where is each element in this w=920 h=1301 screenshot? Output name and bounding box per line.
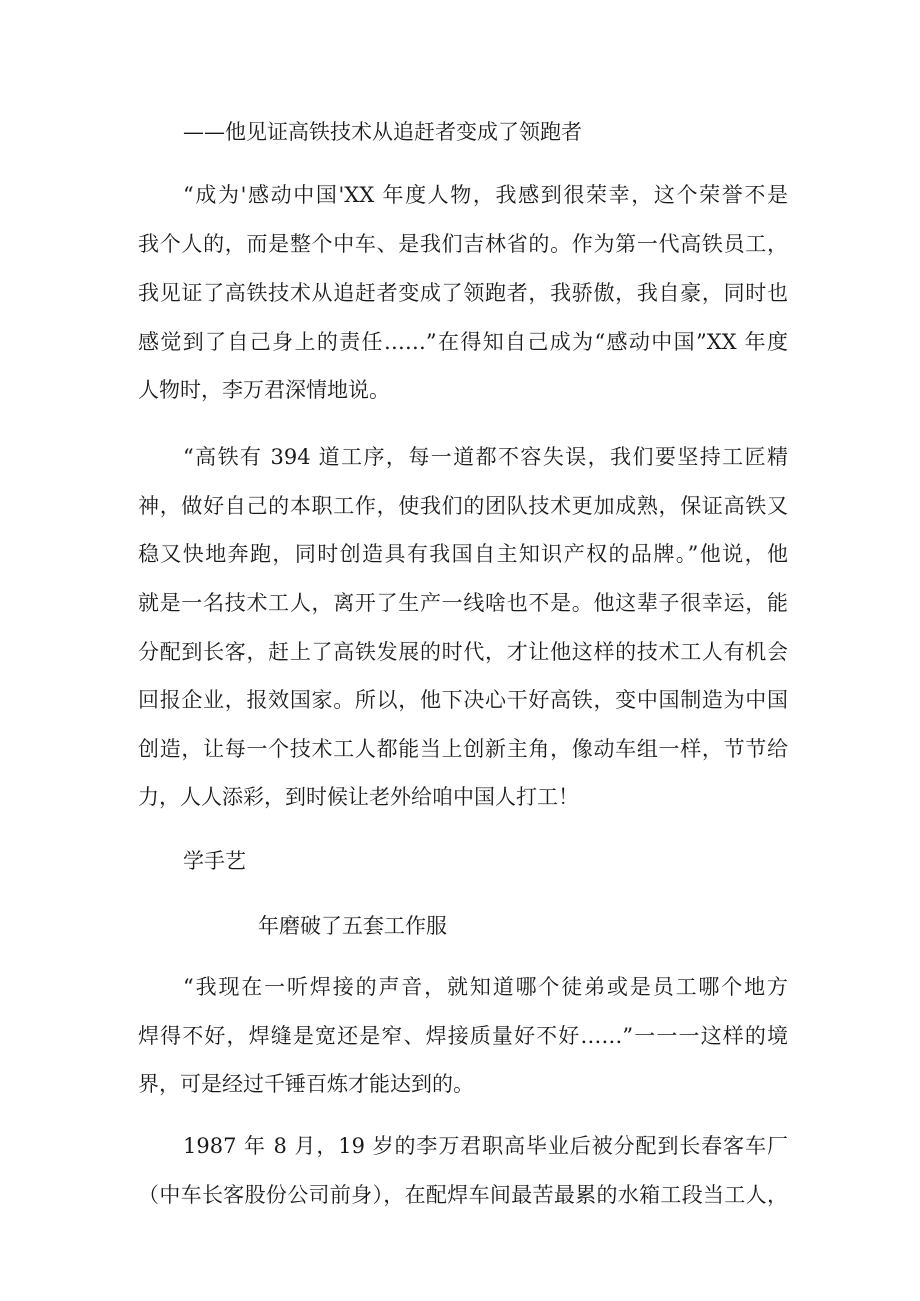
paragraph-line: （中车长客股份公司前身），在配焊车间最苦最累的水箱工段当工人， [138, 1183, 788, 1207]
paragraph-line: “成为'感动中国'XX 年度人物，我感到很荣幸，这个荣誉不是 [183, 183, 788, 207]
paragraph-line: 人物时，李万君深情地说。 [138, 378, 390, 402]
paragraph-line: 创造，让每一个技术工人都能当上创新主角，像动车组一样，节节给 [138, 737, 788, 761]
paragraph-line: 感觉到了自己身上的责任……”在得知自己成为“感动中国”XX 年度 [138, 330, 788, 354]
paragraph-line: 我见证了高铁技术从追赶者变成了领跑者，我骄傲，我自豪，同时也 [138, 281, 788, 305]
paragraph-line: 神，做好自己的本职工作，使我们的团队技术更加成熟，保证高铁又 [138, 494, 788, 518]
paragraph-line: 回报企业，报效国家。所以，他下决心干好高铁，变中国制造为中国 [138, 688, 788, 712]
paragraph-line: 我个人的，而是整个中车、是我们吉林省的。作为第一代高铁员工， [138, 232, 788, 256]
paragraph-line: 力，人人添彩，到时候让老外给咱中国人打工！ [138, 785, 579, 809]
subtitle: ——他见证高铁技术从追赶者变成了领跑者 [183, 120, 582, 144]
paragraph-line: 1987 年 8 月，19 岁的李万君职高毕业后被分配到长春客车厂 [183, 1134, 788, 1158]
paragraph-line: 界，可是经过千锤百炼才能达到的。 [138, 1072, 474, 1096]
paragraph-line: 稳又快地奔跑，同时创造具有我国自主知识产权的品牌。”他说，他 [138, 542, 788, 566]
paragraph-line: 分配到长客，赶上了高铁发展的时代，才让他这样的技术工人有机会 [138, 640, 788, 664]
paragraph-line: “高铁有 394 道工序，每一道都不容失误，我们要坚持工匠精 [183, 445, 788, 469]
paragraph-line: 焊得不好，焊缝是宽还是窄、焊接质量好不好……”一一一这样的境 [138, 1024, 788, 1048]
section-subheading: 年磨破了五套工作服 [258, 914, 447, 938]
section-heading: 学手艺 [183, 849, 246, 873]
paragraph-line: 就是一名技术工人，离开了生产一线啥也不是。他这辈子很幸运，能 [138, 591, 788, 615]
paragraph-line: “我现在一听焊接的声音，就知道哪个徒弟或是员工哪个地方 [183, 975, 788, 999]
